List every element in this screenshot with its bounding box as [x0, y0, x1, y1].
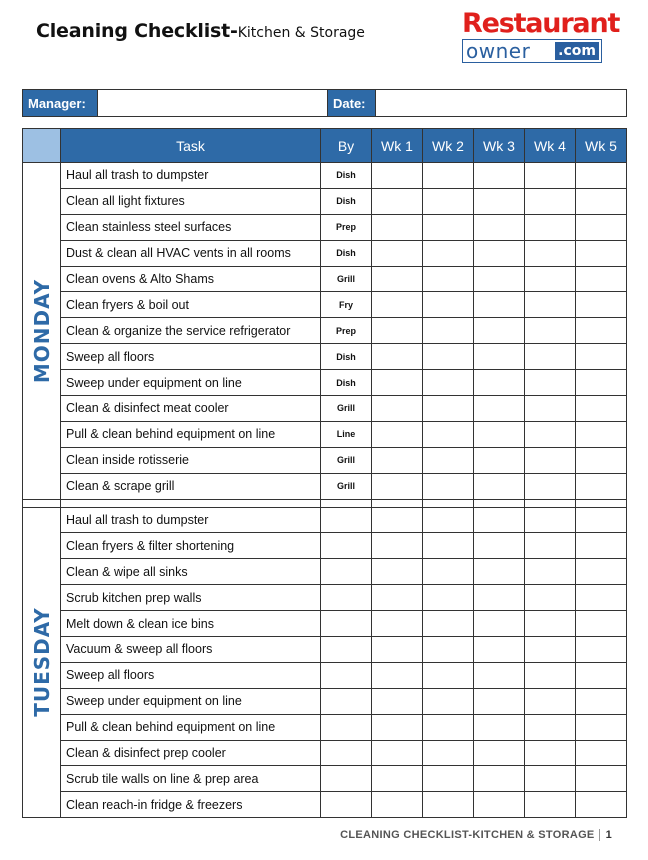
week-4-checkbox-cell[interactable] [525, 792, 576, 818]
week-3-checkbox-cell[interactable] [474, 318, 525, 344]
week-2-checkbox-cell[interactable] [423, 637, 474, 663]
separator-cell [321, 499, 372, 507]
week-3-checkbox-cell[interactable] [474, 792, 525, 818]
week-3-checkbox-cell[interactable] [474, 473, 525, 499]
week-2-checkbox-cell[interactable] [423, 344, 474, 370]
week-5-checkbox-cell[interactable] [576, 714, 627, 740]
manager-field[interactable] [98, 90, 328, 117]
task-cell: Clean & disinfect meat cooler [61, 396, 321, 422]
week-2-checkbox-cell[interactable] [423, 740, 474, 766]
week-1-checkbox-cell[interactable] [372, 792, 423, 818]
task-cell: Clean fryers & boil out [61, 292, 321, 318]
week-4-checkbox-cell[interactable] [525, 318, 576, 344]
table-row [23, 266, 627, 292]
week-2-checkbox-cell[interactable] [423, 370, 474, 396]
task-cell: Haul all trash to dumpster [61, 163, 321, 189]
week-3-checkbox-cell[interactable] [474, 266, 525, 292]
table-row [23, 637, 627, 663]
table-row [23, 292, 627, 318]
week-4-checkbox-cell[interactable] [525, 533, 576, 559]
week-5-checkbox-cell[interactable] [576, 585, 627, 611]
table-row [23, 163, 627, 189]
week-2-checkbox-cell[interactable] [423, 559, 474, 585]
header-corner [23, 129, 61, 163]
table-row [23, 473, 627, 499]
week-1-checkbox-cell[interactable] [372, 559, 423, 585]
logo-com-badge: .com [555, 42, 599, 60]
table-row [23, 421, 627, 447]
week-3-checkbox-cell[interactable] [474, 507, 525, 533]
table-row [23, 214, 627, 240]
week-2-checkbox-cell[interactable] [423, 662, 474, 688]
task-cell: Dust & clean all HVAC vents in all rooms [61, 240, 321, 266]
week-5-checkbox-cell[interactable] [576, 533, 627, 559]
week-4-checkbox-cell[interactable] [525, 473, 576, 499]
week-2-checkbox-cell[interactable] [423, 611, 474, 637]
week-4-checkbox-cell[interactable] [525, 266, 576, 292]
page-number: 1 [599, 829, 612, 841]
day-cell-monday [23, 163, 61, 500]
week-4-checkbox-cell[interactable] [525, 507, 576, 533]
week-4-checkbox-cell[interactable] [525, 766, 576, 792]
week-3-checkbox-cell[interactable] [474, 559, 525, 585]
by-cell: Grill [321, 473, 372, 499]
week-1-checkbox-cell[interactable] [372, 688, 423, 714]
week-3-checkbox-cell[interactable] [474, 533, 525, 559]
week-5-checkbox-cell[interactable] [576, 318, 627, 344]
week-2-checkbox-cell[interactable] [423, 318, 474, 344]
week-2-checkbox-cell[interactable] [423, 473, 474, 499]
week-2-checkbox-cell[interactable] [423, 792, 474, 818]
week-4-checkbox-cell[interactable] [525, 292, 576, 318]
week-5-checkbox-cell[interactable] [576, 507, 627, 533]
week-3-checkbox-cell[interactable] [474, 447, 525, 473]
header-wk5: Wk 5 [576, 129, 627, 163]
separator-cell [525, 499, 576, 507]
table-row [23, 507, 627, 533]
week-4-checkbox-cell[interactable] [525, 740, 576, 766]
week-4-checkbox-cell[interactable] [525, 637, 576, 663]
date-field[interactable] [376, 90, 627, 117]
task-cell: Sweep under equipment on line [61, 370, 321, 396]
separator-cell [423, 499, 474, 507]
task-cell: Clean & wipe all sinks [61, 559, 321, 585]
by-cell: Line [321, 421, 372, 447]
week-3-checkbox-cell[interactable] [474, 188, 525, 214]
week-4-checkbox-cell[interactable] [525, 396, 576, 422]
day-cell-tuesday [23, 507, 61, 818]
week-3-checkbox-cell[interactable] [474, 163, 525, 189]
table-row [23, 318, 627, 344]
week-3-checkbox-cell[interactable] [474, 611, 525, 637]
week-2-checkbox-cell[interactable] [423, 396, 474, 422]
week-2-checkbox-cell[interactable] [423, 266, 474, 292]
week-5-checkbox-cell[interactable] [576, 163, 627, 189]
week-4-checkbox-cell[interactable] [525, 344, 576, 370]
day-label: TUESDAY [29, 607, 54, 718]
week-5-checkbox-cell[interactable] [576, 688, 627, 714]
by-cell: Dish [321, 240, 372, 266]
header-wk1: Wk 1 [372, 129, 423, 163]
week-2-checkbox-cell[interactable] [423, 188, 474, 214]
week-1-checkbox-cell[interactable] [372, 344, 423, 370]
week-2-checkbox-cell[interactable] [423, 163, 474, 189]
task-cell: Clean reach-in fridge & freezers [61, 792, 321, 818]
week-1-checkbox-cell[interactable] [372, 637, 423, 663]
week-4-checkbox-cell[interactable] [525, 662, 576, 688]
week-5-checkbox-cell[interactable] [576, 740, 627, 766]
task-cell: Melt down & clean ice bins [61, 611, 321, 637]
task-cell: Sweep all floors [61, 662, 321, 688]
week-5-checkbox-cell[interactable] [576, 447, 627, 473]
week-4-checkbox-cell[interactable] [525, 559, 576, 585]
manager-date-table [22, 89, 627, 117]
week-1-checkbox-cell[interactable] [372, 292, 423, 318]
task-cell: Scrub tile walls on line & prep area [61, 766, 321, 792]
week-2-checkbox-cell[interactable] [423, 421, 474, 447]
week-1-checkbox-cell[interactable] [372, 473, 423, 499]
separator-cell [474, 499, 525, 507]
by-cell [321, 740, 372, 766]
week-2-checkbox-cell[interactable] [423, 714, 474, 740]
by-cell [321, 533, 372, 559]
table-row [23, 766, 627, 792]
week-2-checkbox-cell[interactable] [423, 585, 474, 611]
week-3-checkbox-cell[interactable] [474, 214, 525, 240]
separator-cell [23, 499, 61, 507]
title-main: Cleaning Checklist- [36, 20, 238, 42]
task-cell: Pull & clean behind equipment on line [61, 421, 321, 447]
week-4-checkbox-cell[interactable] [525, 611, 576, 637]
week-1-checkbox-cell[interactable] [372, 611, 423, 637]
week-1-checkbox-cell[interactable] [372, 370, 423, 396]
separator-cell [372, 499, 423, 507]
table-row [23, 740, 627, 766]
week-3-checkbox-cell[interactable] [474, 585, 525, 611]
table-row [23, 240, 627, 266]
week-5-checkbox-cell[interactable] [576, 473, 627, 499]
week-3-checkbox-cell[interactable] [474, 421, 525, 447]
week-3-checkbox-cell[interactable] [474, 637, 525, 663]
by-cell: Prep [321, 318, 372, 344]
header-wk4: Wk 4 [525, 129, 576, 163]
week-4-checkbox-cell[interactable] [525, 585, 576, 611]
table-row [23, 611, 627, 637]
task-cell: Sweep all floors [61, 344, 321, 370]
table-row [23, 662, 627, 688]
week-5-checkbox-cell[interactable] [576, 662, 627, 688]
footer [340, 829, 612, 841]
task-cell: Pull & clean behind equipment on line [61, 714, 321, 740]
by-cell: Dish [321, 188, 372, 214]
week-5-checkbox-cell[interactable] [576, 266, 627, 292]
week-4-checkbox-cell[interactable] [525, 163, 576, 189]
checklist-table [22, 128, 627, 818]
week-4-checkbox-cell[interactable] [525, 188, 576, 214]
week-1-checkbox-cell[interactable] [372, 447, 423, 473]
by-cell: Dish [321, 344, 372, 370]
week-4-checkbox-cell[interactable] [525, 714, 576, 740]
table-row [23, 688, 627, 714]
week-5-checkbox-cell[interactable] [576, 240, 627, 266]
week-5-checkbox-cell[interactable] [576, 792, 627, 818]
logo-owner-box [462, 39, 602, 63]
manager-label: Manager: [23, 90, 98, 117]
week-1-checkbox-cell[interactable] [372, 188, 423, 214]
week-4-checkbox-cell[interactable] [525, 370, 576, 396]
by-cell [321, 766, 372, 792]
title-sub: Kitchen & Storage [237, 25, 365, 41]
week-1-checkbox-cell[interactable] [372, 533, 423, 559]
week-1-checkbox-cell[interactable] [372, 266, 423, 292]
table-row [23, 396, 627, 422]
table-row [23, 188, 627, 214]
week-4-checkbox-cell[interactable] [525, 214, 576, 240]
task-cell: Clean ovens & Alto Shams [61, 266, 321, 292]
week-1-checkbox-cell[interactable] [372, 318, 423, 344]
by-cell [321, 688, 372, 714]
week-2-checkbox-cell[interactable] [423, 533, 474, 559]
week-3-checkbox-cell[interactable] [474, 292, 525, 318]
table-row [23, 714, 627, 740]
week-3-checkbox-cell[interactable] [474, 740, 525, 766]
week-5-checkbox-cell[interactable] [576, 370, 627, 396]
manager-date-row [23, 90, 627, 117]
week-5-checkbox-cell[interactable] [576, 214, 627, 240]
week-2-checkbox-cell[interactable] [423, 688, 474, 714]
by-cell: Dish [321, 163, 372, 189]
week-4-checkbox-cell[interactable] [525, 688, 576, 714]
by-cell: Dish [321, 370, 372, 396]
week-2-checkbox-cell[interactable] [423, 447, 474, 473]
task-cell: Clean inside rotisserie [61, 447, 321, 473]
week-1-checkbox-cell[interactable] [372, 396, 423, 422]
table-row [23, 559, 627, 585]
week-2-checkbox-cell[interactable] [423, 214, 474, 240]
week-2-checkbox-cell[interactable] [423, 240, 474, 266]
by-cell [321, 507, 372, 533]
table-row [23, 344, 627, 370]
week-5-checkbox-cell[interactable] [576, 188, 627, 214]
week-3-checkbox-cell[interactable] [474, 344, 525, 370]
by-cell [321, 637, 372, 663]
by-cell [321, 585, 372, 611]
week-1-checkbox-cell[interactable] [372, 585, 423, 611]
week-3-checkbox-cell[interactable] [474, 688, 525, 714]
separator-cell [576, 499, 627, 507]
checklist-body [23, 163, 627, 818]
week-1-checkbox-cell[interactable] [372, 214, 423, 240]
table-row [23, 370, 627, 396]
table-row [23, 447, 627, 473]
table-row [23, 792, 627, 818]
week-1-checkbox-cell[interactable] [372, 421, 423, 447]
by-cell: Grill [321, 447, 372, 473]
task-cell: Scrub kitchen prep walls [61, 585, 321, 611]
by-cell [321, 559, 372, 585]
task-cell: Haul all trash to dumpster [61, 507, 321, 533]
logo-owner-text: owner [466, 39, 531, 63]
week-4-checkbox-cell[interactable] [525, 240, 576, 266]
week-2-checkbox-cell[interactable] [423, 507, 474, 533]
week-1-checkbox-cell[interactable] [372, 766, 423, 792]
task-cell: Clean fryers & filter shortening [61, 533, 321, 559]
week-4-checkbox-cell[interactable] [525, 421, 576, 447]
day-label: MONDAY [29, 278, 54, 383]
by-cell [321, 714, 372, 740]
week-3-checkbox-cell[interactable] [474, 766, 525, 792]
week-1-checkbox-cell[interactable] [372, 507, 423, 533]
task-cell: Clean all light fixtures [61, 188, 321, 214]
by-cell [321, 792, 372, 818]
week-3-checkbox-cell[interactable] [474, 714, 525, 740]
week-5-checkbox-cell[interactable] [576, 766, 627, 792]
date-label: Date: [328, 90, 376, 117]
table-row [23, 585, 627, 611]
page-title [36, 20, 365, 42]
week-5-checkbox-cell[interactable] [576, 611, 627, 637]
table-row [23, 533, 627, 559]
week-5-checkbox-cell[interactable] [576, 344, 627, 370]
week-5-checkbox-cell[interactable] [576, 637, 627, 663]
header-wk3: Wk 3 [474, 129, 525, 163]
task-cell: Sweep under equipment on line [61, 688, 321, 714]
week-5-checkbox-cell[interactable] [576, 421, 627, 447]
task-cell: Vacuum & sweep all floors [61, 637, 321, 663]
week-5-checkbox-cell[interactable] [576, 559, 627, 585]
by-cell [321, 611, 372, 637]
week-5-checkbox-cell[interactable] [576, 292, 627, 318]
week-3-checkbox-cell[interactable] [474, 662, 525, 688]
week-3-checkbox-cell[interactable] [474, 370, 525, 396]
day-separator-row [23, 499, 627, 507]
header-by: By [321, 129, 372, 163]
footer-text: CLEANING CHECKLIST-KITCHEN & STORAGE [340, 829, 595, 841]
restaurant-owner-logo [462, 8, 620, 64]
header-row [23, 129, 627, 163]
header-task: Task [61, 129, 321, 163]
week-5-checkbox-cell[interactable] [576, 396, 627, 422]
week-1-checkbox-cell[interactable] [372, 740, 423, 766]
week-1-checkbox-cell[interactable] [372, 163, 423, 189]
task-cell: Clean & organize the service refrigerator [61, 318, 321, 344]
week-4-checkbox-cell[interactable] [525, 447, 576, 473]
by-cell [321, 662, 372, 688]
by-cell: Grill [321, 396, 372, 422]
task-cell: Clean stainless steel surfaces [61, 214, 321, 240]
week-2-checkbox-cell[interactable] [423, 766, 474, 792]
by-cell: Prep [321, 214, 372, 240]
week-1-checkbox-cell[interactable] [372, 662, 423, 688]
week-2-checkbox-cell[interactable] [423, 292, 474, 318]
header-wk2: Wk 2 [423, 129, 474, 163]
logo-restaurant-text: Restaurant [462, 8, 620, 39]
by-cell: Fry [321, 292, 372, 318]
week-3-checkbox-cell[interactable] [474, 240, 525, 266]
week-1-checkbox-cell[interactable] [372, 240, 423, 266]
separator-cell [61, 499, 321, 507]
task-cell: Clean & disinfect prep cooler [61, 740, 321, 766]
task-cell: Clean & scrape grill [61, 473, 321, 499]
by-cell: Grill [321, 266, 372, 292]
week-3-checkbox-cell[interactable] [474, 396, 525, 422]
week-1-checkbox-cell[interactable] [372, 714, 423, 740]
